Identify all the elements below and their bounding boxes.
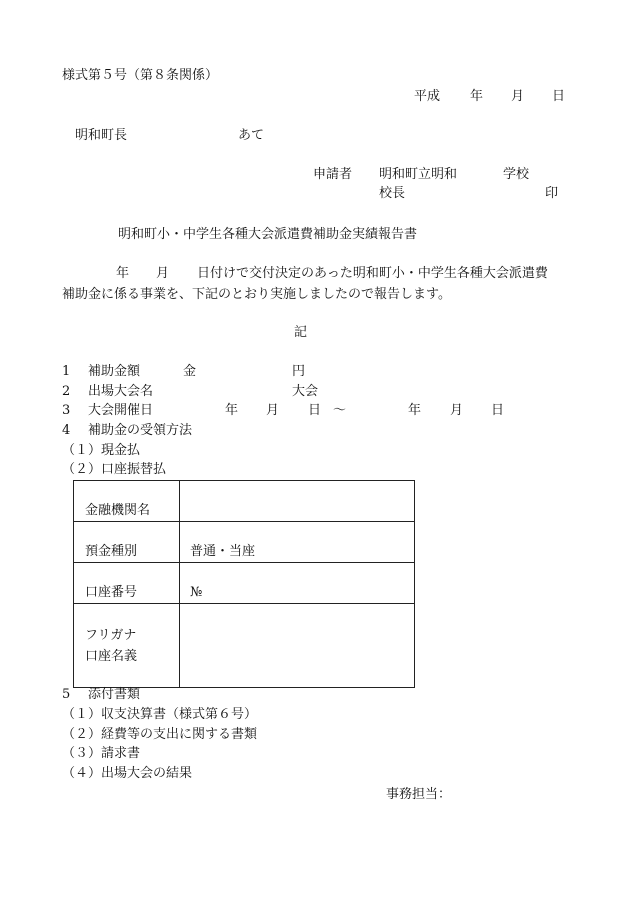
attachment-item: （１）収支決算書（様式第６号） <box>62 707 258 722</box>
body-line2: 補助金に係る事業を、下記のとおり実施しましたので報告します。 <box>62 287 451 302</box>
date-era: 平成 <box>414 89 441 104</box>
item2-suffix: 大会 <box>292 384 319 399</box>
item1-yen: 円 <box>292 364 306 379</box>
table-row <box>74 522 415 563</box>
body-line1: 日付けで交付決定のあった明和町小・中学生各種大会派遣費 <box>197 266 548 281</box>
table-row <box>74 604 415 688</box>
account-holder-label <box>74 604 180 688</box>
applicant-label: 申請者 <box>313 167 353 182</box>
contact-person-label: 事務担当： <box>386 787 452 802</box>
item1-number: 1 <box>62 364 71 379</box>
date-month: 月 <box>511 89 525 104</box>
item5-number: 5 <box>62 687 71 702</box>
seal-mark: 印 <box>545 186 559 201</box>
item4-number: 4 <box>62 423 71 438</box>
deposit-type-value[interactable]: 普通・当座 <box>180 522 415 563</box>
attachment-item: （３）請求書 <box>62 746 141 761</box>
item3-day2: 日 <box>491 403 505 418</box>
item1-kin: 金 <box>183 364 197 379</box>
item4-label: 補助金の受領方法 <box>88 423 193 438</box>
date-year: 年 <box>470 89 484 104</box>
applicant-school-prefix: 明和町立明和 <box>379 167 458 182</box>
date-day: 日 <box>552 89 566 104</box>
item4-option-cash: （１）現金払 <box>62 443 141 458</box>
body-month: 月 <box>156 266 170 281</box>
furigana-label: フリガナ <box>85 627 137 643</box>
account-name-label: 口座名義 <box>85 648 138 664</box>
recipient-suffix: あて <box>238 128 265 143</box>
item5-label: 添付書類 <box>88 687 141 702</box>
applicant-principal: 校長 <box>379 186 406 201</box>
applicant-school-suffix: 学校 <box>503 167 530 182</box>
item3-month1: 月 <box>266 403 280 418</box>
item2-number: 2 <box>62 384 71 399</box>
item3-tilde: 〜 <box>333 403 347 418</box>
form-number: 様式第５号（第８条関係） <box>62 68 219 83</box>
account-number-value[interactable]: № <box>180 563 415 604</box>
item4-option-transfer: （２）口座振替払 <box>62 462 167 477</box>
item3-day1: 日 <box>308 403 322 418</box>
bank-name-label: 金融機関名 <box>74 481 180 522</box>
item3-label: 大会開催日 <box>88 403 154 418</box>
item3-year1: 年 <box>225 403 239 418</box>
table-row <box>74 563 415 604</box>
item2-label: 出場大会名 <box>88 384 154 399</box>
account-number-label: 口座番号 <box>74 563 180 604</box>
item3-number: 3 <box>62 403 71 418</box>
document-title: 明和町小・中学生各種大会派遣費補助金実績報告書 <box>118 227 418 242</box>
ki-mark: 記 <box>294 325 308 340</box>
item3-year2: 年 <box>408 403 422 418</box>
account-holder-value[interactable] <box>180 604 415 688</box>
bank-name-value[interactable] <box>180 481 415 522</box>
deposit-type-label: 預金種別 <box>74 522 180 563</box>
item3-month2: 月 <box>450 403 464 418</box>
item1-label: 補助金額 <box>88 364 141 379</box>
recipient-name: 明和町長 <box>75 128 128 143</box>
bank-account-table <box>73 480 415 688</box>
attachment-item: （４）出場大会の結果 <box>62 766 193 781</box>
body-year: 年 <box>116 266 130 281</box>
attachment-item: （２）経費等の支出に関する書類 <box>62 727 258 742</box>
table-row <box>74 481 415 522</box>
